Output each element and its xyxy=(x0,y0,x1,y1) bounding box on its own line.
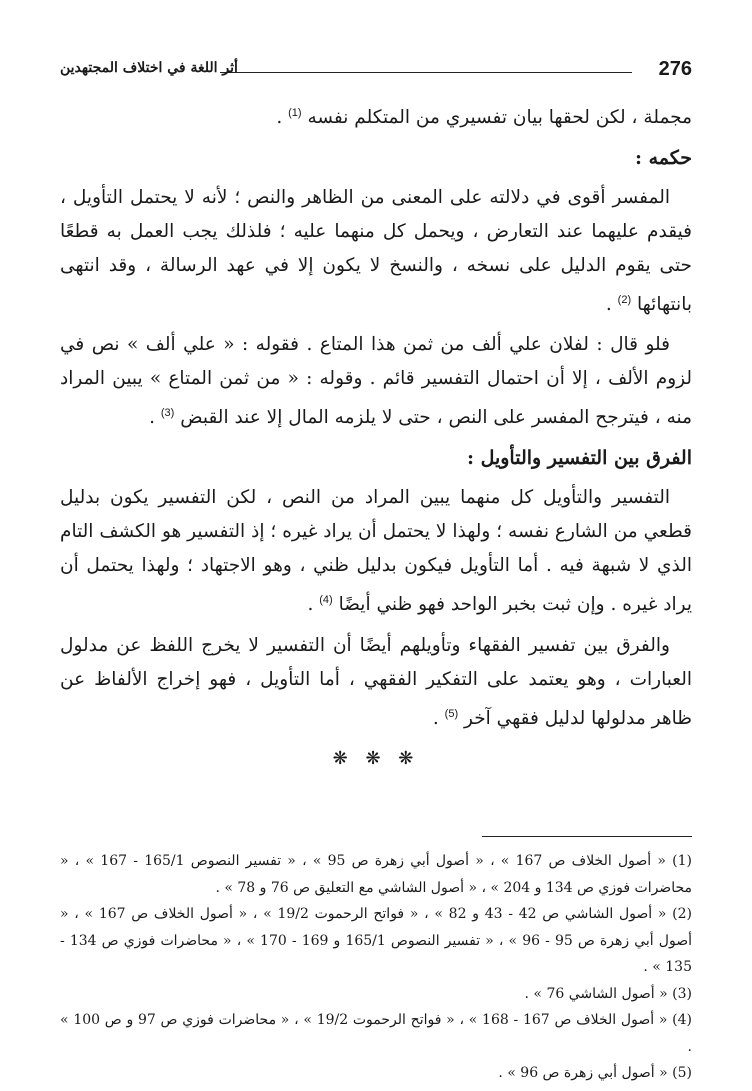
footnotes xyxy=(60,848,692,1087)
paragraph-jurists xyxy=(60,629,692,736)
page-header xyxy=(60,58,692,88)
paragraph-text: المفسر أقوى في دلالته على المعنى من الظاهر والنص ؛ لأنه لا يحتمل التأويل ، فيقدم عليهما عند التعارض ، ويحمل كل منهما عليه ؛ فلذلك يجب العمل به قطعًا حتى يقوم الدليل على نسخه ، والنسخ لا يكون إلا في عهد الرسالة ، وقد انتهى بانتهائها xyxy=(60,187,692,316)
paragraph-end: . xyxy=(149,407,161,429)
paragraph-text: فلو قال : لفلان علي ألف من ثمن هذا المتاع . فقوله : « علي ألف » نص في لزوم الألف ، إلا أن احتمال التفسير قائم . وقوله : « من ثمن المتاع » يبين المراد منه ، فيترجح المفسر على النص ، حتى لا يلزمه المال إلا عند القبض xyxy=(60,334,692,429)
footnote-ref: (4) xyxy=(319,594,333,607)
paragraph-ruling xyxy=(60,181,692,322)
footnote-3: (3) « أصول الشاشي 76 » . xyxy=(524,985,692,1002)
paragraph-end: . xyxy=(432,707,445,729)
footnote-rule xyxy=(482,836,692,837)
footnote-5: (5) « أصول أبي زهرة ص 96 » . xyxy=(498,1065,692,1081)
footnote-2: (2) « أصول الشاشي ص 42 - 43 و 82 » ، « فواتح الرحموت 19/2 » ، « أصول الخلاف ص 167 » ، « أصول أبي زهرة ص 95 - 96 » ، « تفسير النصوص 165/1 و 169 - 170 » ، « محاضرات فوزي ص 134 - 135 » . xyxy=(60,906,693,975)
paragraph-continuation xyxy=(60,96,692,135)
paragraph-end: . xyxy=(605,294,618,316)
header-rule xyxy=(220,72,632,73)
section-separator-stars: ❋ ❋ ❋ xyxy=(332,747,420,769)
footnote-1: (1) « أصول الخلاف ص 167 » ، « أصول أبي زهرة ص 95 » ، « تفسير النصوص 165/1 - 167 » ، « محاضرات فوزي ص 134 و 204 » ، « أصول الشاشي مع التعليق ص 76 و 78 » . xyxy=(60,853,692,896)
section-heading-ruling: حكمه : xyxy=(634,147,692,170)
footnote-ref: (2) xyxy=(617,294,632,307)
running-title: أثر اللغة في اختلاف المجتهدين xyxy=(60,60,238,76)
page-number: 276 xyxy=(658,58,692,80)
footnote-ref: (3) xyxy=(160,407,175,420)
footnote-4: (4) « أصول الخلاف ص 167 - 168 » ، « فواتح الرحموت 19/2 » ، « محاضرات فوزي ص 97 و ص 100 » . xyxy=(60,1012,693,1055)
paragraph-text: مجملة ، لكن لحقها بيان تفسيري من المتكلم نفسه xyxy=(307,107,692,129)
paragraph-text: التفسير والتأويل كل منهما يبين المراد من النص ، لكن التفسير يكون بدليل قطعي من الشارع نفسه ؛ ولهذا لا يحتمل أن يراد غيره ؛ إذ التفسير هو الكشف التام الذي لا شبهة فيه . أما التأويل فيكون بدليل ظني ، وهو الاجتهاد ؛ ولهذا يحتمل أن يراد غيره . وإن ثبت بخبر الواحد فهو ظني أيضًا xyxy=(60,487,692,616)
paragraph-text: والفرق بين تفسير الفقهاء وتأويلهم أيضًا أن التفسير لا يخرج اللفظ عن مدلول العبارات ، وهو يعتمد على التفكير الفقهي ، أما التأويل ، فهو إخراج الألفاظ عن ظاهر مدلولها لدليل فقهي آخر xyxy=(60,634,692,729)
paragraph-difference xyxy=(60,481,692,622)
body-text xyxy=(60,96,692,776)
section-heading-difference: الفرق بين التفسير والتأويل : xyxy=(466,447,692,470)
paragraph-end: . xyxy=(307,594,320,616)
paragraph-example xyxy=(60,328,692,435)
footnote-ref: (5) xyxy=(444,707,459,720)
paragraph-end: . xyxy=(276,107,289,129)
footnote-ref: (1) xyxy=(288,107,302,119)
